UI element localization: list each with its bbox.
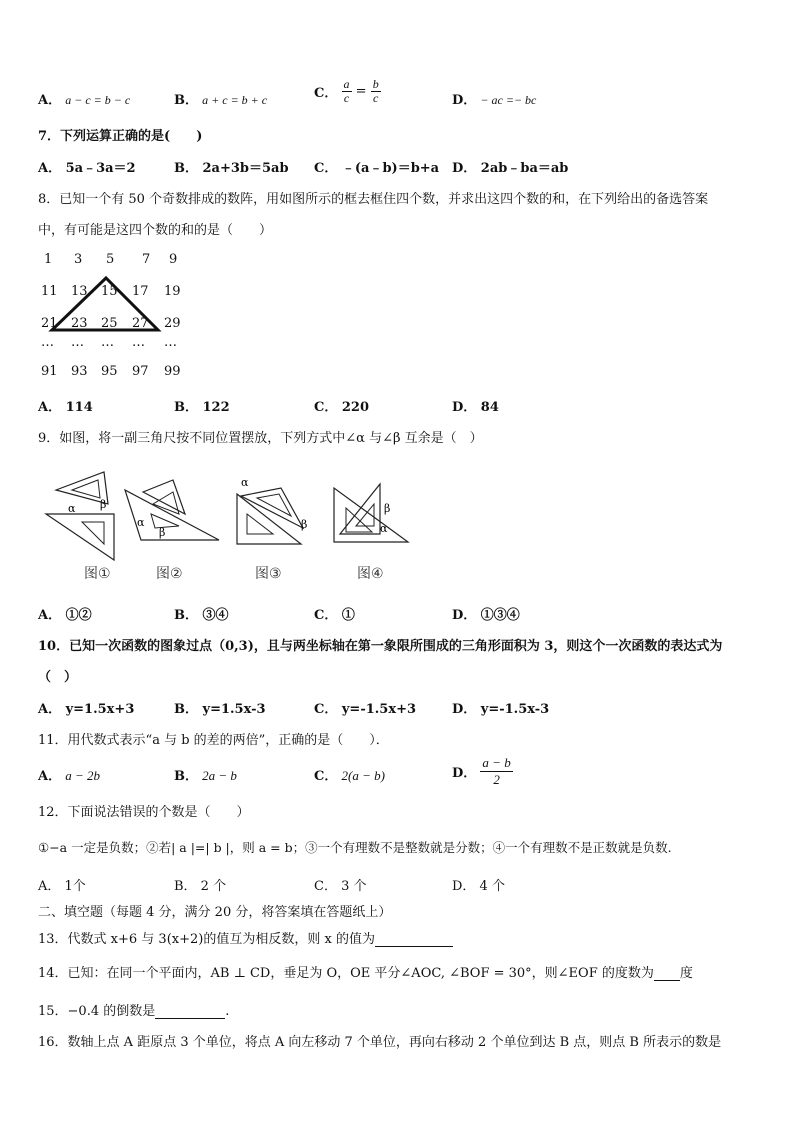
- q7-stem: 7．下列运算正确的是( ): [38, 129, 203, 144]
- grid-cell: 9: [169, 252, 178, 267]
- triangle-ruler-figure-4: [330, 470, 410, 550]
- q8-option-c: C． 220: [314, 400, 370, 415]
- q15-line: [38, 1000, 229, 1019]
- grid-cell: …: [71, 335, 84, 350]
- q9-option-d: D． ①③④: [452, 608, 520, 623]
- alpha-label: α: [137, 516, 145, 529]
- q7-option-a: A． 5a﹣3a＝2: [38, 161, 136, 176]
- denominator: c: [343, 91, 350, 105]
- grid-cell: 97: [132, 364, 149, 379]
- q11-option-d: [452, 755, 513, 788]
- q9-option-b: B． ③④: [174, 608, 229, 623]
- figure-1-caption: 图①: [84, 566, 111, 582]
- q10-option-c: C． y=-1.5x+3: [314, 702, 417, 717]
- grid-cell: 17: [132, 284, 149, 299]
- q16-stem: 16．数轴上点 A 距原点 3 个单位，将点 A 向左移动 7 个单位，再向右移动 2 个单位到达 B 点，则点 B 所表示的数是: [38, 1035, 722, 1050]
- option-text: − ac =− bc: [480, 93, 537, 107]
- q11-stem: 11．用代数式表示“a 与 b 的差的两倍”，正确的是（ ）．: [38, 733, 389, 748]
- fraction: [371, 78, 381, 105]
- grid-cell: …: [41, 335, 54, 350]
- q10-option-b: B． y=1.5x-3: [174, 702, 266, 717]
- answer-blank[interactable]: [155, 1003, 225, 1019]
- q8-stem-line-1: 8．已知一个有 50 个奇数排成的数阵，用如图所示的框去框住四个数，并求出这四个数的和，在下列给出的备选答案: [38, 192, 709, 207]
- q15-period: .: [225, 1004, 230, 1019]
- q14-unit: 度: [679, 966, 693, 981]
- q6-option-a: [38, 89, 130, 108]
- option-label: B．: [174, 769, 198, 784]
- grid-cell: 27: [132, 316, 149, 331]
- q10-stem-line-1: 10．已知一次函数的图象过点（0,3)，且与两坐标轴在第一象限所围成的三角形面积为 3，则这个一次函数的表达式为: [38, 639, 723, 654]
- option-text: 2(a − b): [341, 768, 385, 783]
- grid-cell: 19: [164, 284, 181, 299]
- grid-cell: 99: [164, 364, 181, 379]
- q12-option-a: A． 1个: [38, 879, 86, 894]
- q9-option-a: A． ①②: [38, 608, 92, 623]
- q11-option-b: [174, 765, 237, 784]
- q12-stem: 12．下面说法错误的个数是（ ）: [38, 805, 250, 820]
- grid-cell: 21: [41, 316, 58, 331]
- q15-stem: 15．−0.4 的倒数是: [38, 1004, 156, 1019]
- option-label: B．: [174, 93, 198, 108]
- figure-2-caption: 图②: [156, 566, 183, 582]
- q14-stem: 14．已知：在同一个平面内，AB ⊥ CD，垂足为 O，OE 平分∠AOC, ∠BOF = 30°，则∠EOF 的度数为: [38, 966, 654, 981]
- q13-stem: 13．代数式 x+6 与 3(x+2)的值互为相反数，则 x 的值为: [38, 932, 375, 947]
- numerator: a: [343, 77, 350, 91]
- q6-option-c: [314, 78, 381, 105]
- grid-cell: 91: [41, 364, 58, 379]
- fraction: [480, 755, 512, 788]
- q12-statements: ①−a 一定是负数；②若| a |=| b |，则 a = b；③一个有理数不是整数就是分数；④一个有理数不是正数就是负数.: [38, 840, 672, 855]
- grid-cell: 93: [71, 364, 88, 379]
- numerator: a − b: [482, 755, 511, 770]
- q8-option-b: B． 122: [174, 400, 230, 415]
- option-label: A．: [38, 769, 62, 784]
- triangle-frame: [38, 248, 198, 383]
- q8-option-a: A． 114: [38, 400, 93, 415]
- q7-option-c: C． ﹣(a﹣b)＝b+a: [314, 161, 440, 176]
- grid-cell: 23: [71, 316, 88, 331]
- beta-label: β: [384, 502, 391, 515]
- grid-cell: 15: [101, 284, 118, 299]
- option-text: a − 2b: [65, 768, 101, 783]
- q8-option-d: D． 84: [452, 400, 499, 415]
- answer-blank[interactable]: [654, 965, 680, 981]
- answer-blank[interactable]: [375, 931, 453, 947]
- q12-option-c: C． 3 个: [314, 879, 367, 894]
- option-text: a − c = b − c: [65, 93, 131, 107]
- q9-stem: 9．如图，将一副三角尺按不同位置摆放，下列方式中∠α 与∠β 互余是（ ）: [38, 431, 483, 446]
- q12-option-d: D． 4 个: [452, 879, 505, 894]
- grid-cell: 13: [71, 284, 88, 299]
- triangle-ruler-figure-3: [233, 470, 313, 550]
- odd-number-grid: [38, 248, 198, 383]
- grid-cell: 7: [142, 252, 151, 267]
- alpha-label: α: [380, 522, 388, 535]
- grid-cell: 3: [74, 252, 83, 267]
- option-text: 2a − b: [202, 768, 237, 783]
- figure-4-caption: 图④: [357, 566, 384, 582]
- q14-line: [38, 962, 693, 981]
- grid-cell: 29: [164, 316, 181, 331]
- q9-option-c: C． ①: [314, 608, 355, 623]
- fraction: [342, 78, 352, 105]
- grid-cell: …: [132, 335, 145, 350]
- grid-cell: 25: [101, 316, 118, 331]
- q7-option-b: B． 2a+3b＝5ab: [174, 161, 289, 176]
- option-label: A．: [38, 93, 62, 108]
- equals-sign: =: [355, 84, 367, 99]
- q13-line: [38, 928, 453, 947]
- q10-stem-line-2: （ ）: [38, 670, 78, 685]
- grid-cell: 5: [106, 252, 115, 267]
- beta-label: β: [159, 526, 166, 539]
- option-label: D．: [452, 766, 477, 781]
- grid-cell: …: [164, 335, 177, 350]
- beta-label: β: [301, 518, 308, 531]
- section-heading: 二、填空题（每题 4 分，满分 20 分，将答案填在答题纸上）: [38, 905, 392, 920]
- grid-cell: 11: [41, 284, 58, 299]
- option-label: C．: [314, 86, 338, 101]
- grid-cell: 95: [101, 364, 118, 379]
- denominator: c: [373, 91, 379, 105]
- triangle-ruler-figure-1: [44, 470, 122, 562]
- q11-option-a: [38, 765, 100, 784]
- option-label: D．: [452, 93, 477, 108]
- q7-option-d: D． 2ab﹣ba＝ab: [452, 161, 569, 176]
- q12-option-b: B． 2 个: [174, 879, 227, 894]
- q8-stem-line-2: 中，有可能是这四个数的和的是（ ）: [38, 223, 273, 238]
- figure-3-caption: 图③: [255, 566, 282, 582]
- option-text: a + c = b + c: [202, 93, 268, 107]
- numerator: b: [372, 77, 379, 91]
- option-label: C．: [314, 769, 338, 784]
- triangle-ruler-figure-2: [121, 470, 221, 550]
- q11-option-c: [314, 765, 385, 784]
- q10-option-d: D． y=-1.5x-3: [452, 702, 550, 717]
- q6-option-b: [174, 89, 267, 108]
- beta-label: β: [100, 498, 107, 511]
- grid-cell: …: [101, 335, 114, 350]
- alpha-label: α: [241, 476, 249, 489]
- alpha-label: α: [68, 502, 76, 515]
- q6-option-d: [452, 89, 536, 108]
- grid-cell: 1: [44, 252, 53, 267]
- q10-option-a: A． y=1.5x+3: [38, 702, 135, 717]
- denominator: 2: [493, 772, 500, 787]
